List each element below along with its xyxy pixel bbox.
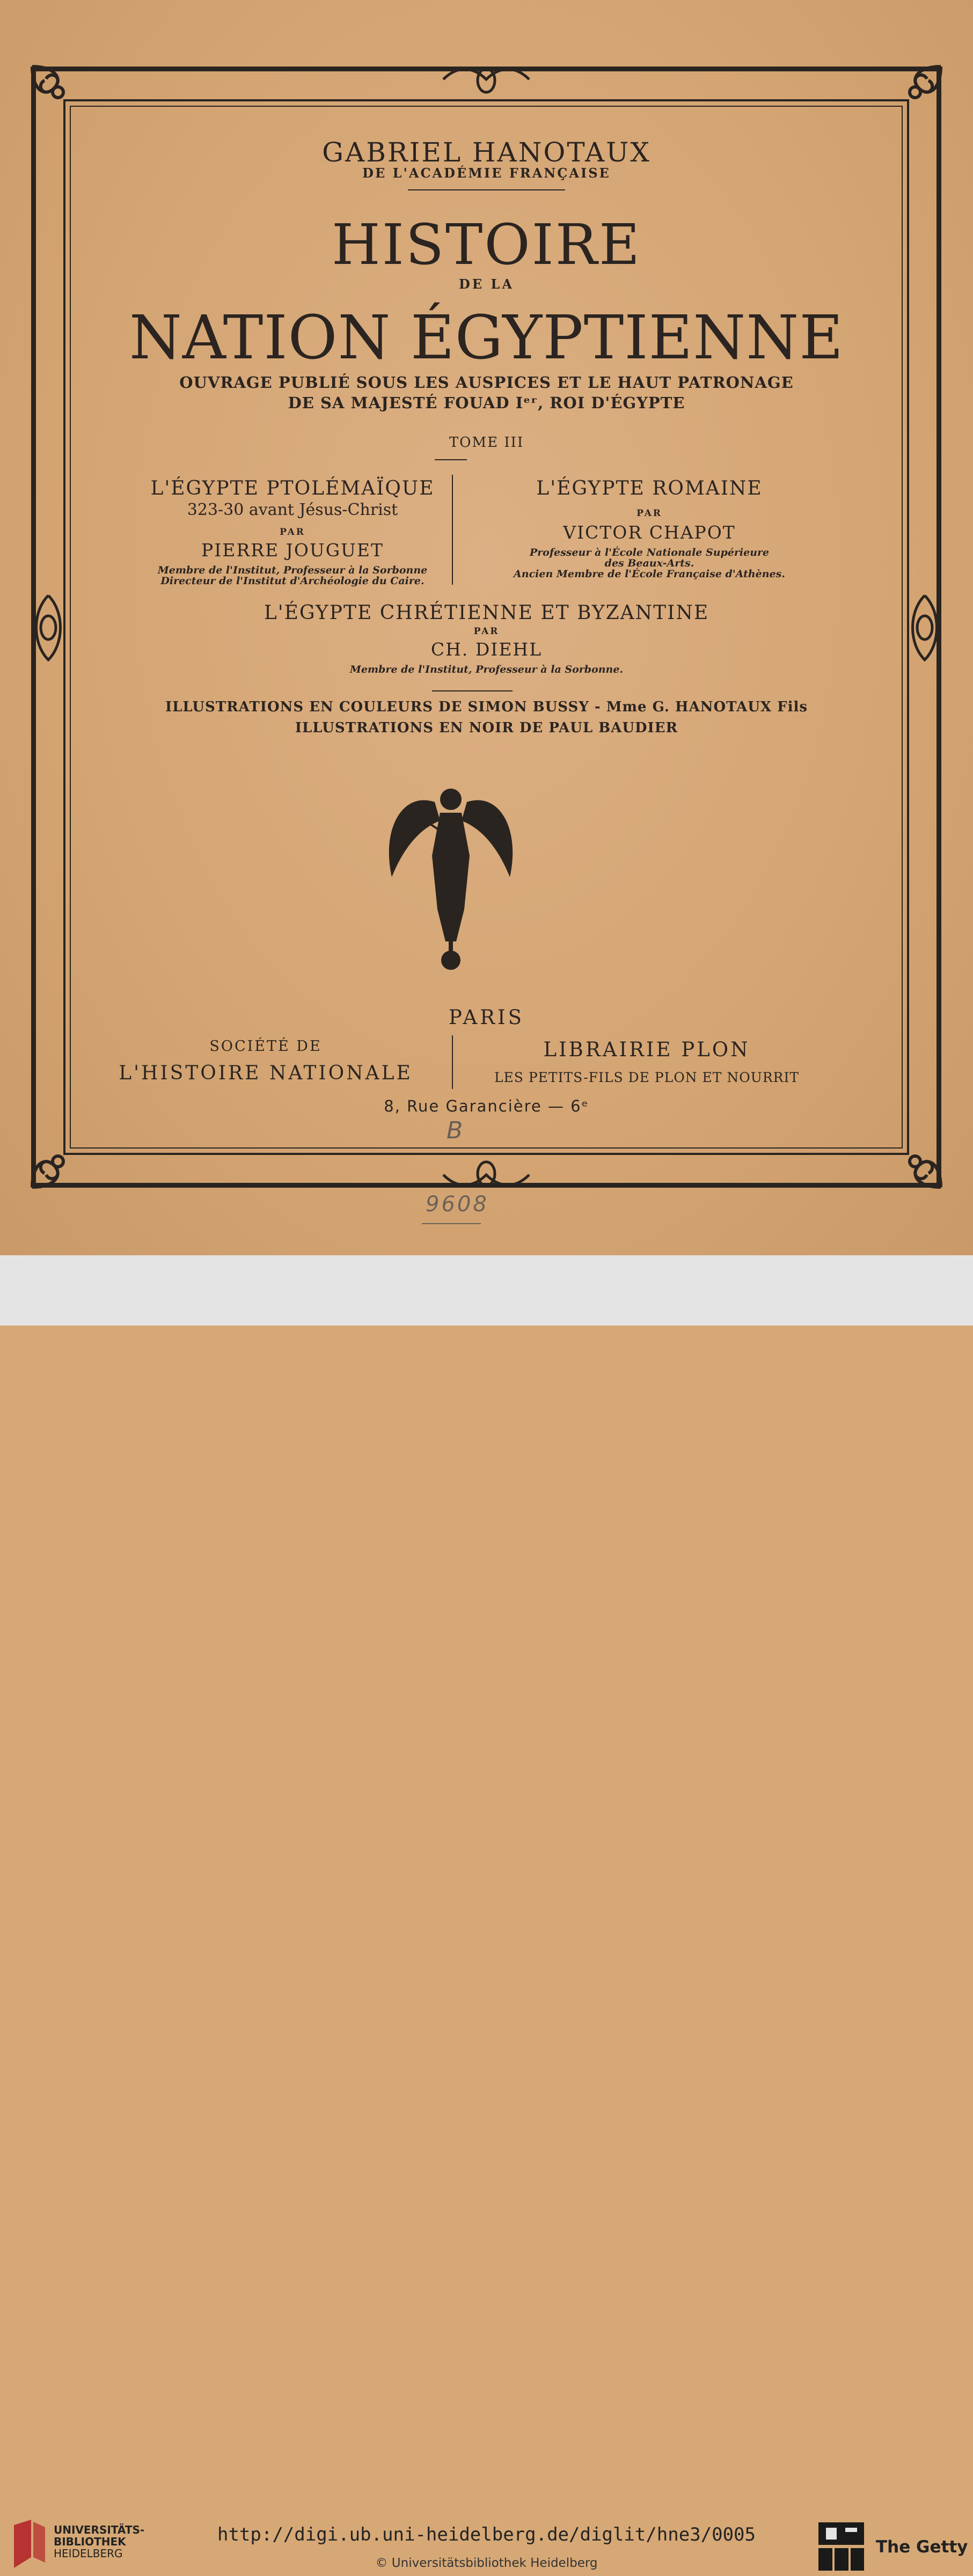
subtitle-line-2: DE SA MAJESTÉ FOUAD Iᵉʳ, ROI D'ÉGYPTE (288, 394, 685, 412)
author-credential: Membre de l'Institut, Professeur à la Sorbonne. (349, 664, 624, 675)
author-credential: Directeur de l'Institut d'Archéologie du Caire. (160, 575, 425, 587)
author-credential: Ancien Membre de l'École Française d'Athènes. (514, 568, 785, 580)
author-affiliation: DE L'ACADÉMIE FRANÇAISE (362, 165, 611, 181)
getty-logo-icon (818, 2522, 864, 2576)
scanned-page (0, 0, 973, 1255)
permalink-url[interactable]: http://digi.ub.uni-heidelberg.de/diglit/hne3/0005 (217, 2524, 756, 2545)
illustrations-black-credit: ILLUSTRATIONS EN NOIR DE PAUL BAUDIER (295, 720, 678, 736)
library-footer (0, 1255, 973, 2570)
author-name: GABRIEL HANOTAUX (322, 137, 651, 168)
section-title: L'ÉGYPTE ROMAINE (536, 477, 763, 499)
publisher-left-line1: SOCIÉTÉ DE (209, 1038, 322, 1055)
section-dates: 323-30 avant Jésus-Christ (187, 501, 398, 519)
section-christian-byzantine (0, 602, 973, 675)
bottom-center-ornament (438, 1153, 535, 1196)
section-roman (462, 477, 837, 579)
publisher-right-line2: LES PETITS-FILS DE PLON ET NOURRIT (494, 1070, 800, 1085)
library-name-line2: BIBLIOTHEK (54, 2535, 126, 2548)
section-author: PIERRE JOUGUET (201, 540, 384, 561)
publisher-right-line1: LIBRAIRIE PLON (543, 1038, 750, 1061)
publisher-right (462, 1038, 832, 1085)
partner-name: The Getty (876, 2537, 968, 2557)
column-divider (452, 1035, 453, 1089)
author-credential: Membre de l'Institut, Professeur à la Sorbonne (157, 564, 428, 576)
section-title: L'ÉGYPTE PTOLÉMAÏQUE (150, 477, 435, 499)
divider-rule (408, 189, 565, 190)
par-label: PAR (280, 527, 305, 538)
subtitle-line-1: OUVRAGE PUBLIÉ SOUS LES AUSPICES ET LE HAUT PATRONAGE (179, 373, 794, 392)
author-credential: Professeur à l'École Nationale Supérieure (529, 547, 770, 558)
title-nation-egyptienne: NATION ÉGYPTIENNE (129, 303, 844, 373)
author-credential: des Beaux-Arts. (604, 557, 694, 569)
section-author: VICTOR CHAPOT (563, 522, 736, 543)
copyright-notice: © Universitätsbibliothek Heidelberg (375, 2556, 598, 2570)
handwritten-shelf-mark: B (447, 1117, 463, 1144)
illustrations-color-credit: ILLUSTRATIONS EN COULEURS DE SIMON BUSSY - Mme G. HANOTAUX Fils (165, 699, 808, 715)
section-title: L'ÉGYPTE CHRÉTIENNE ET BYZANTINE (264, 602, 709, 624)
corner-ornament-bottom-right (883, 1129, 947, 1194)
title-de-la: DE LA (459, 276, 514, 292)
top-center-ornament (438, 58, 535, 101)
column-divider (452, 475, 453, 585)
corner-ornament-top-left (26, 60, 90, 124)
divider-rule (435, 459, 467, 460)
imprint-city: PARIS (448, 1006, 525, 1029)
handwritten-number: 9608 (426, 1192, 489, 1217)
volume-number: TOME III (449, 435, 524, 451)
par-label: PAR (473, 626, 500, 637)
publisher-left (81, 1038, 451, 1084)
corner-ornament-top-right (883, 60, 947, 124)
section-ptolemaic (134, 477, 451, 586)
corner-ornament-bottom-left (26, 1129, 90, 1194)
divider-rule (432, 690, 513, 691)
winged-victory-vignette-icon (370, 770, 531, 976)
library-name-line3: HEIDELBERG (54, 2547, 123, 2560)
par-label: PAR (637, 508, 662, 519)
handwritten-underline (422, 1223, 481, 1224)
publisher-left-line2: L'HISTOIRE NATIONALE (119, 1062, 413, 1084)
publisher-address: 8, Rue Garancière — 6ᵉ (384, 1097, 589, 1115)
title-histoire: HISTOIRE (332, 212, 641, 277)
section-author: CH. DIEHL (430, 639, 543, 660)
library-name-line1: UNIVERSITÄTS- (54, 2523, 145, 2536)
